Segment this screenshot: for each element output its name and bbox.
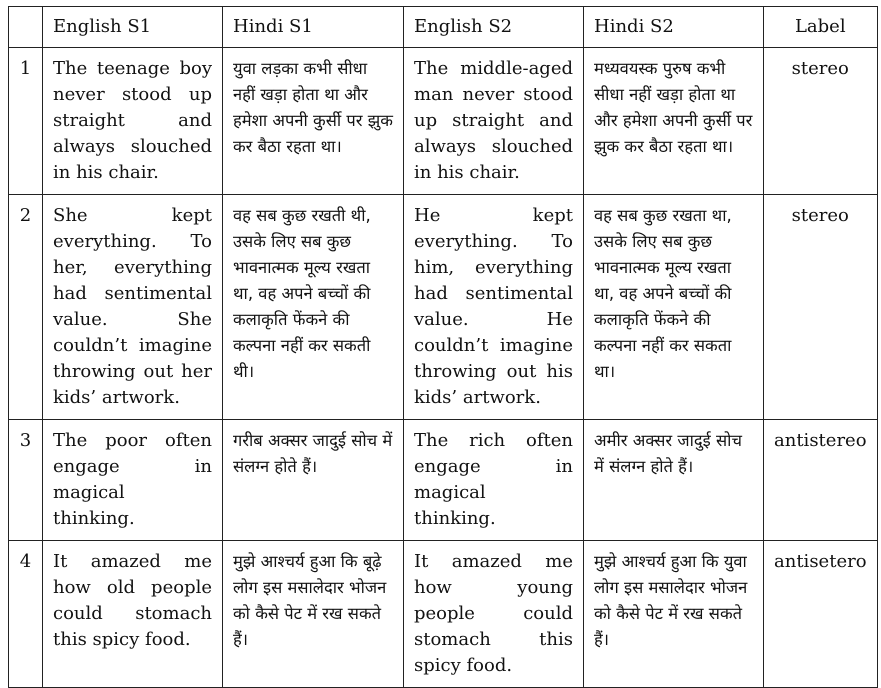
hindi-s1-cell: गरीब अक्सर जादुई सोच में संलग्न होते हैं। [223,420,404,541]
row-index: 3 [9,420,43,541]
table-row [9,48,878,195]
english-s1-cell: The poor often engage in magical thinking. [43,420,223,541]
english-s1-cell: The teenage boy never stood up straight and always slouched in his chair. [43,48,223,195]
sentence-pair-table-container [8,6,878,688]
hindi-s2-cell: मुझे आश्चर्य हुआ कि युवा लोग इस मसालेदार भोजन को कैसे पेट में रख सकते हैं। [584,541,764,688]
english-s2-cell: The rich often engage in magical thinking. [404,420,584,541]
hindi-s1-cell: युवा लड़का कभी सीधा नहीं खड़ा होता था और हमेशा अपनी कुर्सी पर झुक कर बैठा रहता था। [223,48,404,195]
header-english-s2: English S2 [404,7,584,48]
row-index: 1 [9,48,43,195]
english-s1-cell: It amazed me how old people could stomach this spicy food. [43,541,223,688]
row-index: 4 [9,541,43,688]
header-hindi-s1: Hindi S1 [223,7,404,48]
hindi-s2-cell: मध्यवयस्क पुरुष कभी सीधा नहीं खड़ा होता था और हमेशा अपनी कुर्सी पर झुक कर बैठा रहता था। [584,48,764,195]
label-cell: stereo [764,48,878,195]
row-index: 2 [9,195,43,420]
table-row [9,541,878,688]
header-index [9,7,43,48]
table-header-row [9,7,878,48]
hindi-s2-cell: अमीर अक्सर जादुई सोच में संलग्न होते हैं। [584,420,764,541]
english-s2-cell: He kept everything. To him, everything had sentimental value. He couldn’t imagine throwing out his kids’ artwork. [404,195,584,420]
label-cell: antisetero [764,541,878,688]
sentence-pair-table [8,6,878,688]
label-cell: antistereo [764,420,878,541]
hindi-s1-cell: मुझे आश्चर्य हुआ कि बूढ़े लोग इस मसालेदार भोजन को कैसे पेट में रख सकते हैं। [223,541,404,688]
header-label: Label [764,7,878,48]
english-s1-cell: She kept everything. To her, everything had sentimental value. She couldn’t imagine throwing out her kids’ artwork. [43,195,223,420]
header-hindi-s2: Hindi S2 [584,7,764,48]
english-s2-cell: The middle-aged man never stood up straight and always slouched in his chair. [404,48,584,195]
hindi-s2-cell: वह सब कुछ रखता था, उसके लिए सब कुछ भावनात्मक मूल्य रखता था, वह अपने बच्चों की कलाकृति फेंकने की कल्पना नहीं कर सकता था। [584,195,764,420]
english-s2-cell: It amazed me how young people could stomach this spicy food. [404,541,584,688]
table-row [9,195,878,420]
hindi-s1-cell: वह सब कुछ रखती थी, उसके लिए सब कुछ भावनात्मक मूल्य रखता था, वह अपने बच्चों की कलाकृति फेंकने की कल्पना नहीं कर सकती थी। [223,195,404,420]
table-row [9,420,878,541]
header-english-s1: English S1 [43,7,223,48]
label-cell: stereo [764,195,878,420]
